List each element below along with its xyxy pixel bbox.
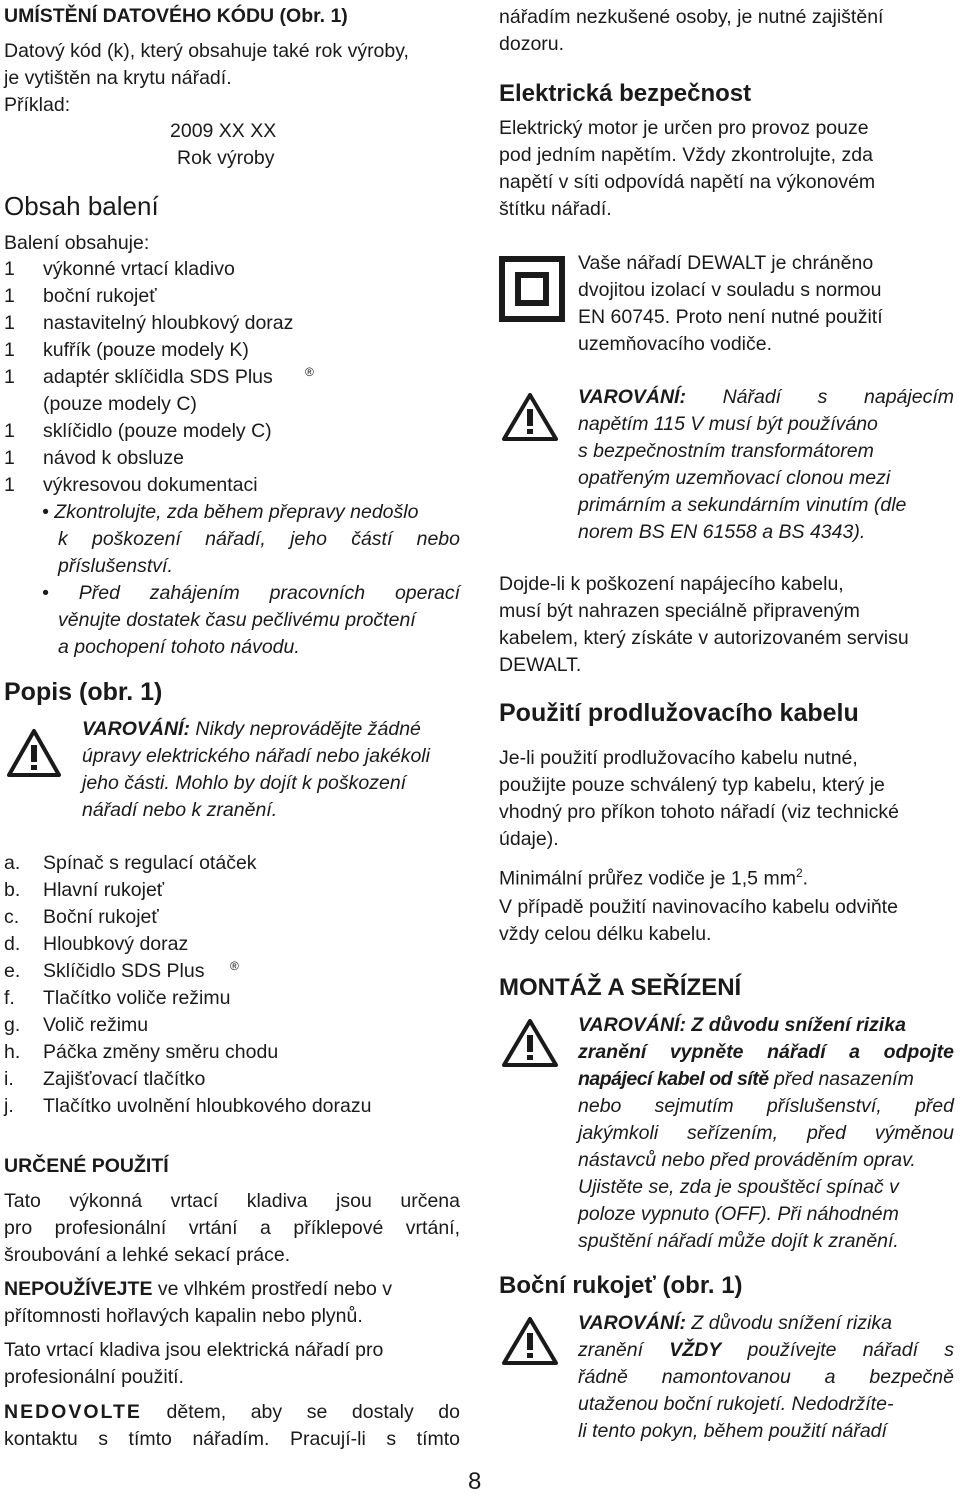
cable-line4: DEWALT. [499, 654, 582, 676]
continued-line2: dozoru. [499, 33, 565, 55]
ext-min-section: Minimální průřez vodiče je 1,5 $mm^2$. [499, 866, 809, 890]
bullet1-line1: • Zkontrolujte, zda během přepravy nedošlo [42, 501, 419, 523]
ext-line3: vhodný pro příkon tohoto nářadí (viz technické [499, 801, 899, 823]
desc-warning-line1: VAROVÁNÍ: Nikdy neprovádějte žádné [82, 718, 421, 740]
montage-warning-line4: nebo sejmutím příslušenství, před [578, 1095, 954, 1117]
warning-icon [501, 1316, 559, 1366]
bullet2-line2: věnujte dostatek času pečlivému pročtení [58, 609, 416, 631]
montage-warning-line2: zranění vypněte nářadí a odpojte [578, 1041, 954, 1063]
montage-warning-line6: nástavců nebo před prováděním oprav. [578, 1149, 916, 1171]
transformer-warning-line1: VAROVÁNÍ: Nářadí s napájecím [578, 386, 954, 408]
desc-warning-line4: nářadí nebo k zranění. [82, 799, 278, 821]
datacode-text-line1: Datový kód (k), který obsahuje také rok výroby, [4, 40, 409, 62]
electrical-safety-heading: Elektrická bezpečnost [499, 80, 752, 107]
extension-cable-heading: Použití prodlužovacího kabelu [499, 699, 859, 727]
ext-reel-line1: V případě použití navinovacího kabelu odviňte [499, 896, 898, 918]
cable-line3: kabelem, který získáte v autorizovaném servisu [499, 627, 909, 649]
continued-line1: nářadím nezkušené osoby, je nutné zajištění [499, 6, 884, 28]
bullet2-line3: a pochopení tohoto návodu. [58, 636, 300, 658]
transformer-warning-line3: s bezpečnostním transformátorem [578, 440, 874, 462]
registered-mark: ® [230, 959, 239, 973]
double-insulation-line4: uzemňovacího vodiče. [578, 333, 773, 355]
use-p1-line1: Tato výkonná vrtací kladiva jsou určena [4, 1190, 460, 1212]
montage-heading: MONTÁŽ A SEŘÍZENÍ [499, 974, 742, 1001]
double-insulation-line2: dvojitou izolací v souladu s normou [578, 279, 882, 301]
side-warning-line2: zranění VŽDY používejte nářadí s [578, 1339, 954, 1361]
example-year: Rok výroby [177, 147, 275, 169]
montage-warning-line7: Ujistěte se, zda je spouštěcí spínač v [578, 1176, 899, 1198]
bullet2-line1: • Před zahájením pracovních operací [42, 582, 460, 604]
use-p3-line1: Tato vrtací kladiva jsou elektrická nářadí pro [4, 1339, 384, 1361]
ext-line2: použijte pouze schválený typ kabelu, který je [499, 774, 885, 796]
description-heading: Popis (obr. 1) [4, 678, 163, 706]
montage-warning-line3: napájecí kabel od sítě před nasazením [578, 1068, 914, 1090]
warning-label: VAROVÁNÍ: [82, 718, 190, 740]
desc-warning-line2: úpravy elektrického nářadí nebo jakékoli [82, 745, 430, 767]
montage-warning-line5: jakýmkoli seřízením, před výměnou [578, 1122, 954, 1144]
use-p3-line2: profesionální použití. [4, 1366, 184, 1388]
ext-line4: údaje). [499, 828, 559, 850]
cable-line1: Dojde-li k poškození napájecího kabelu, [499, 573, 844, 595]
transformer-warning-line6: norem BS EN 61558 a BS 4343). [578, 521, 866, 543]
contents-intro: Balení obsahuje: [4, 232, 150, 254]
side-warning-line1: VAROVÁNÍ: Z důvodu snížení rizika [578, 1312, 892, 1334]
elec-line1: Elektrický motor je určen pro provoz pouze [499, 117, 869, 139]
registered-mark: ® [305, 365, 314, 379]
side-handle-heading: Boční rukojeť (obr. 1) [499, 1272, 743, 1299]
datacode-heading: UMÍSTĚNÍ DATOVÉHO KÓDU (Obr. 1) [4, 5, 348, 27]
montage-warning-line9: spuštění nářadí může dojít k zranění. [578, 1230, 899, 1252]
use-p2-line1: NEPOUŽÍVEJTE ve vlhkém prostředí nebo v [4, 1278, 392, 1300]
transformer-warning-line5: primárním a sekundárním vinutím (dle [578, 494, 907, 516]
desc-warning-line3: jeho části. Mohlo by dojít k poškození [82, 772, 407, 794]
example-label: Příklad: [4, 94, 71, 116]
use-p1-line3: šroubování a lehké sekací práce. [4, 1244, 291, 1266]
bullet1-line2: k poškození nářadí, jeho částí nebo [58, 528, 460, 550]
side-warning-line4: utaženou boční rukojetí. Nedodržíte- [578, 1393, 894, 1415]
use-heading: URČENÉ POUŽITÍ [4, 1155, 169, 1177]
example-code: 2009 XX XX [170, 120, 277, 142]
double-insulation-icon [499, 256, 565, 322]
transformer-warning-line2: napětím 115 V musí být používáno [578, 413, 878, 435]
ext-reel-line2: vždy celou délku kabelu. [499, 923, 712, 945]
double-insulation-line3: EN 60745. Proto není nutné použití [578, 306, 883, 328]
elec-line4: štítku nářadí. [499, 198, 612, 220]
page-number: 8 [468, 1468, 482, 1495]
use-p4-line2: kontaktu s tímto nářadím. Pracují-li s tímto [4, 1428, 460, 1450]
double-insulation-line1: Vaše nářadí DEWALT je chráněno [578, 252, 874, 274]
contents-heading: Obsah balení [4, 191, 159, 221]
use-p2-line2: přítomnosti hořlavých kapalin nebo plynů. [4, 1305, 363, 1327]
montage-warning-line8: poloze vypnuto (OFF). Při náhodném [578, 1203, 899, 1225]
side-warning-line3: řádně namontovanou a bezpečně [578, 1366, 954, 1388]
use-p4-line1: NEDOVOLTE dětem, aby se dostaly do [4, 1401, 460, 1423]
side-warning-line5: li tento pokyn, během použití nářadí [578, 1420, 887, 1442]
cable-line2: musí být nahrazen speciálně připraveným [499, 600, 860, 622]
warning-icon [501, 392, 559, 442]
transformer-warning-line4: opatřeným uzemňovací clonou mezi [578, 467, 891, 489]
warning-icon [6, 728, 62, 778]
use-p1-line2: pro profesionální vrtání a příklepové vrtání, [4, 1217, 460, 1239]
warning-icon [501, 1018, 559, 1068]
elec-line3: napětí v síti odpovídá napětí na výkonovém [499, 171, 876, 193]
ext-line1: Je-li použití prodlužovacího kabelu nutné, [499, 747, 858, 769]
bullet1-line3: příslušenství. [58, 555, 173, 577]
datacode-text-line2: je vytištěn na krytu nářadí. [4, 67, 232, 89]
elec-line2: pod jedním napětím. Vždy zkontrolujte, zda [499, 144, 873, 166]
montage-warning-line1: VAROVÁNÍ: Z důvodu snížení rizika [578, 1014, 906, 1036]
